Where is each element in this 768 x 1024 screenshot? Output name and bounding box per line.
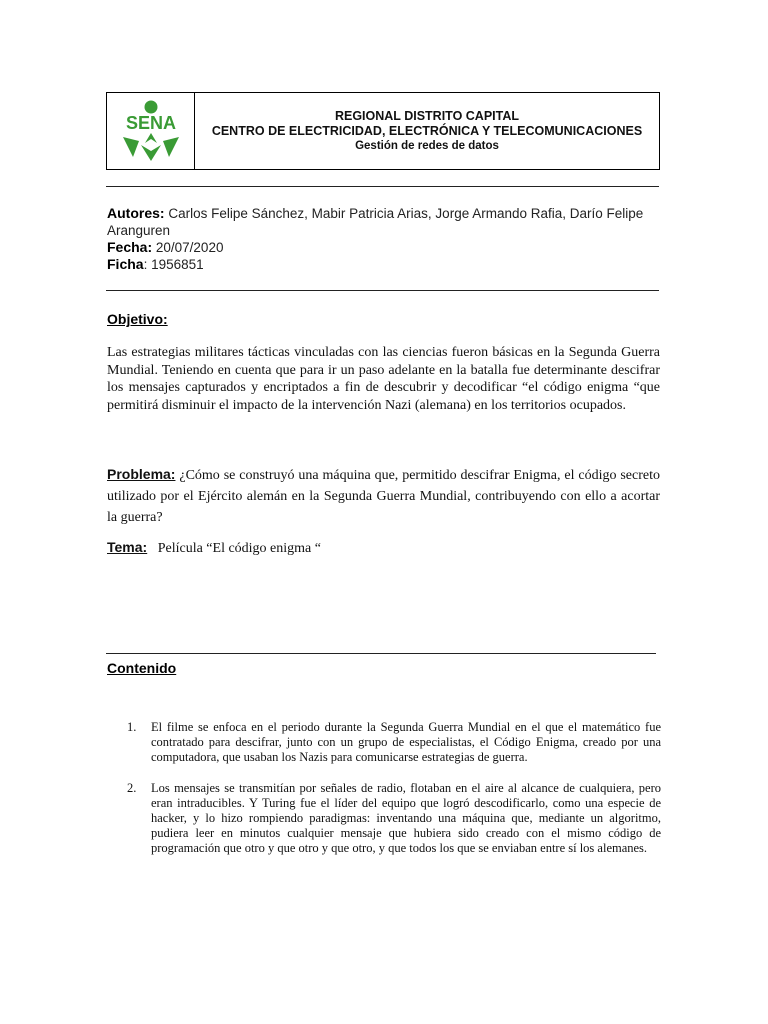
contenido-list (127, 720, 661, 872)
list-item (127, 781, 661, 857)
list-number: 1. (127, 720, 137, 734)
sena-logo-icon (111, 99, 191, 163)
center-title: CENTRO DE ELECTRICIDAD, ELECTRÓNICA Y TELECOMUNICACIONES (211, 123, 643, 138)
objetivo-heading: Objetivo: (107, 311, 168, 327)
list-item (127, 720, 661, 766)
divider-line (106, 186, 659, 187)
tema-text: Película “El código enigma “ (157, 541, 321, 556)
contenido-heading: Contenido (107, 660, 177, 676)
divider-line (106, 290, 659, 291)
objetivo-text: Las estrategias militares tácticas vinculadas con las ciencias fueron básicas en la Segunda Guerra Mundial. Teniendo en cuenta que para ir un paso adelante en la batalla fue determinante descifrar los mensajes capturados y encriptados a fin de descubrir y decodificar “el código enigma “que permitirá disminuir el impacto de la intervención Nazi (alemana) en los territorios ocupados. (107, 345, 660, 413)
date-value: 20/07/2020 (155, 240, 224, 255)
sena-logo (107, 93, 195, 169)
problema-text: ¿Cómo se construyó una máquina que, permitido descifrar Enigma, el código secreto utilizado por el Ejército alemán en la Segunda Guerra Mundial, contribuyendo con ello a acortar la guerra? (107, 468, 660, 525)
list-number: 2. (127, 780, 137, 795)
document-header (106, 92, 660, 170)
tema-heading: Tema: (107, 539, 148, 555)
date-line (107, 239, 662, 256)
tema-paragraph (107, 539, 660, 558)
regional-title: REGIONAL DISTRITO CAPITAL (334, 108, 520, 123)
divider-line (106, 653, 656, 654)
date-label: Fecha: (107, 239, 153, 255)
list-text: El filme se enfoca en el periodo durante la Segunda Guerra Mundial en el que el matemático fue contratado para descifrar, junto con un grupo de especialistas, el Código Enigma, creado por una computadora, que usaban los Nazis para comunicarse estrategias de guerra. (151, 720, 661, 765)
problema-heading: Problema: (107, 466, 176, 482)
ficha-label: Ficha (107, 256, 144, 272)
problema-paragraph (107, 464, 660, 528)
header-titles (195, 93, 659, 169)
ficha-value: : 1956851 (143, 257, 204, 272)
program-title: Gestión de redes de datos (355, 139, 499, 152)
list-text: Los mensajes se transmitían por señales de radio, flotaban en el aire al alcance de cualquiera, pero eran intraducibles. Y Turing fue el líder del equipo que logró descodificarlo, como una especie de hacker, y lo hizo rompiendo paradigmas: inventando una máquina que, mediante un algoritmo, pudiera leer en minutos cualquier mensaje que hubiera sido creado con el mismo código de programación que otro y que otro y que otro, y que todos los que se enviaban entre sí los alemanes. (151, 780, 661, 856)
ficha-line (107, 256, 662, 273)
authors-line (107, 205, 662, 239)
logo-text: SENA (125, 113, 176, 133)
authors-label: Autores: (107, 205, 165, 221)
authors-value: Carlos Felipe Sánchez, Mabir Patricia Arias, Jorge Armando Rafia, Darío Felipe Aranguren (107, 206, 644, 238)
